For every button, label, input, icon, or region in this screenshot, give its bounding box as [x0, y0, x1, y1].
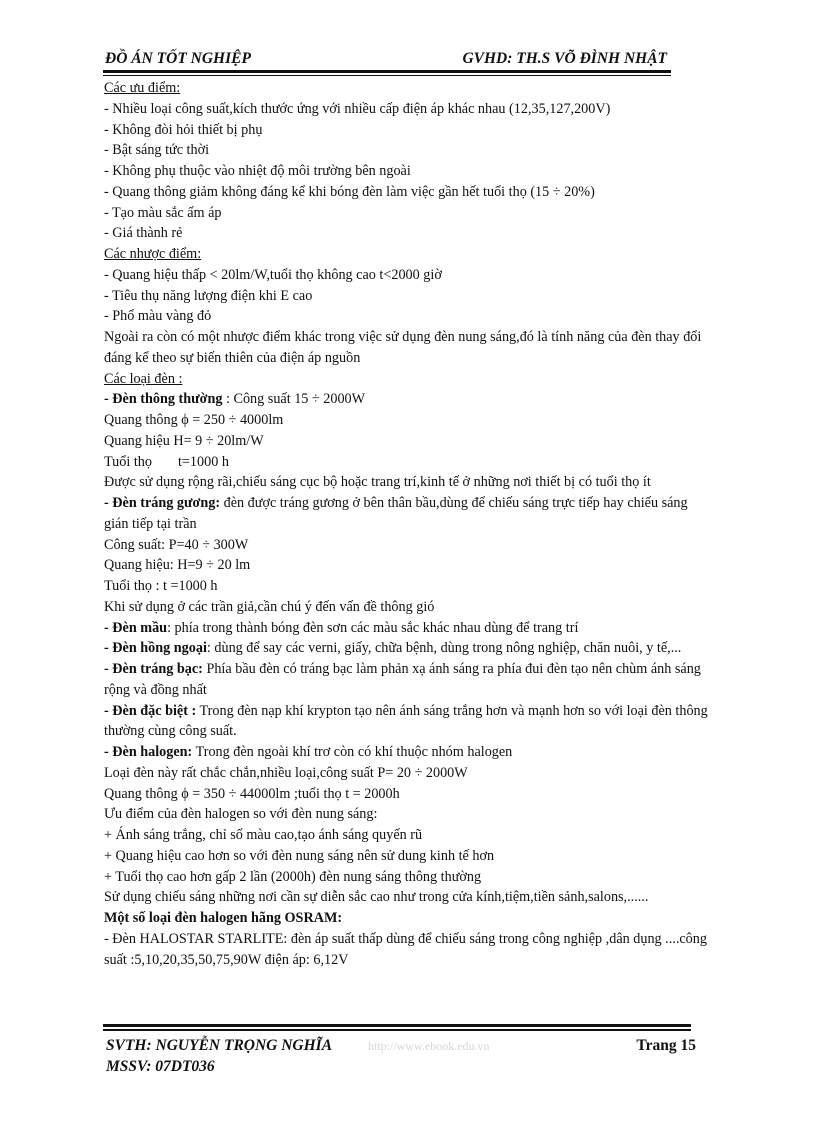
- special-lamp-line: [104, 701, 708, 743]
- normal-lamp-life-label: Tuổi thọ: [104, 453, 152, 470]
- infrared-lamp-label: - Đèn hồng ngoại: [104, 640, 207, 657]
- silver-lamp-label: - Đèn tráng bạc:: [104, 661, 203, 677]
- mirror-lamp-power: Công suất: P=40 ÷ 300W: [104, 536, 249, 553]
- mirror-lamp-life: Tuổi thọ : t =1000 h: [104, 578, 218, 594]
- halogen-lamp-flux: Quang thông ϕ = 350 ÷ 44000lm ;tuổi thọ t = 2000h: [104, 785, 400, 802]
- disadvantage-item: - Quang hiệu thấp < 20lm/W,tuổi thọ không cao t<2000 giờ: [104, 266, 442, 283]
- osram-heading: [104, 908, 708, 929]
- halogen-lamp-label: - Đèn halogen:: [104, 744, 193, 760]
- halogen-lamp-text: Trong đèn ngoài khí trơ còn có khí thuộc nhóm halogen: [192, 744, 513, 760]
- advantage-item: - Không phụ thuộc vào nhiệt độ môi trường bên ngoài: [104, 163, 411, 179]
- infrared-lamp-text: : dùng để say các verni, giấy, chữa bệnh, dùng trong nông nghiệp, chăn nuôi, y tế,...: [206, 640, 682, 657]
- mirror-lamp-text: đèn được tráng gương ở bên thân bầu,dùng để chiếu sáng trực tiếp hay chiếu sáng gián tiếp tại trần: [104, 495, 688, 532]
- halogen-advantage-item: + Quang hiệu cao hơn so với đèn nung sáng nên sử dung kinh tế hơn: [104, 847, 495, 864]
- disadvantage-item: - Tiêu thụ năng lượng điện khi E cao: [104, 287, 313, 304]
- special-lamp-label: - Đèn đặc biệt :: [104, 702, 197, 719]
- normal-lamp-label: - Đèn thông thường: [104, 391, 223, 408]
- footer-rule-thin: [103, 1029, 691, 1031]
- footer-watermark-url: http://www.ebook.edu.vn: [368, 1039, 490, 1053]
- header-rule-thick: [103, 70, 671, 73]
- silver-lamp-text: Phía bầu đèn có tráng bạc làm phản xạ ánh sáng ra phía đui đèn tạo nên chùm ánh sáng rộng và đồng nhất: [104, 661, 701, 698]
- advantage-item: - Không đòi hỏi thiết bị phụ: [104, 121, 263, 138]
- osram-item: - Đèn HALOSTAR STARLITE: đèn áp suất thấp dùng để chiếu sáng trong công nghiệp ,dân dụng ....công suất :5,10,20,35,50,75,90W điện áp: 6,12V: [104, 930, 707, 968]
- normal-lamp-life: [104, 452, 708, 473]
- normal-lamp-usage: Được sử dụng rộng rãi,chiếu sáng cục bộ hoặc trang trí,kinh tế ở những nơi thiết bị có tuổi thọ ít: [104, 474, 651, 491]
- color-lamp-line: [104, 618, 708, 639]
- halogen-usage: Sử dụng chiếu sáng những nơi cần sự diễn sắc cao như trong cửa kính,tiệm,tiền sảnh,salons,......: [104, 889, 649, 906]
- infrared-lamp-line: [104, 638, 708, 659]
- normal-lamp-flux: Quang thông ϕ = 250 ÷ 4000lm: [104, 412, 284, 428]
- normal-lamp-text: : Công suất 15 ÷ 2000W: [222, 391, 366, 408]
- halogen-lamp-line: [104, 742, 708, 763]
- normal-lamp-efficacy: Quang hiệu H= 9 ÷ 20lm/W: [104, 432, 264, 449]
- page-header: [103, 50, 671, 70]
- halogen-advantage-item: + Tuổi thọ cao hơn gấp 2 lần (2000h) đèn nung sáng thông thường: [104, 868, 482, 885]
- footer-student-name: SVTH: NGUYỄN TRỌNG NGHĨA: [106, 1037, 333, 1054]
- disadvantage-item: - Phổ màu vàng đỏ: [104, 308, 212, 325]
- mirror-lamp-line: [104, 493, 708, 535]
- header-left-title: ĐỒ ÁN TỐT NGHIỆP: [105, 50, 251, 67]
- disadvantages-heading: Các nhược điểm:: [104, 246, 202, 262]
- halogen-lamp-power: Loại đèn này rất chắc chắn,nhiều loại,công suất P= 20 ÷ 2000W: [104, 764, 468, 781]
- halogen-advantages-intro: Ưu điểm của đèn halogen so với đèn nung sáng:: [104, 806, 378, 823]
- advantage-item: - Tạo màu sắc ấm áp: [104, 204, 222, 221]
- color-lamp-label: - Đèn mầu: [104, 619, 168, 636]
- header-rule-thin: [103, 75, 671, 76]
- advantage-item: - Nhiều loại công suất,kích thước ứng với nhiều cấp điện áp khác nhau (12,35,127,200V): [104, 100, 611, 117]
- document-body: [104, 78, 708, 970]
- normal-lamp-life-value: t=1000 h: [177, 453, 229, 470]
- mirror-lamp-efficacy: Quang hiệu: H=9 ÷ 20 lm: [104, 557, 251, 574]
- footer-rule-thick: [103, 1024, 691, 1027]
- advantage-item: - Bật sáng tức thời: [104, 142, 210, 159]
- color-lamp-text: : phía trong thành bóng đèn sơn các màu sắc khác nhau dùng để trang trí: [167, 619, 579, 636]
- header-supervisor: GVHD: TH.S VÕ ĐÌNH NHẬT: [462, 50, 667, 67]
- advantages-heading: Các ưu điểm:: [104, 80, 181, 96]
- normal-lamp-line: [104, 389, 708, 410]
- osram-heading-text: Một số loại đèn halogen hãng OSRAM:: [104, 910, 343, 926]
- lamp-types-heading: Các loại đèn :: [104, 370, 183, 387]
- special-lamp-text: Trong đèn nạp khí krypton tạo nên ánh sáng trắng hơn và mạnh hơn so với loại đèn thông thường cùng công suất.: [104, 702, 708, 740]
- halogen-advantage-item: + Ánh sáng trắng, chỉ số màu cao,tạo ánh sáng quyến rũ: [104, 827, 423, 843]
- mirror-lamp-label: - Đèn tráng gương:: [104, 495, 221, 511]
- page-number: Trang 15: [636, 1037, 696, 1054]
- footer-student-id: MSSV: 07DT036: [106, 1058, 215, 1075]
- extra-disadvantage-paragraph: Ngoài ra còn có một nhược điểm khác trong việc sử dụng đèn nung sáng,đó là tính năng của đèn thay đổi đáng kể theo sự biến thiên của điện áp nguồn: [104, 329, 702, 366]
- mirror-lamp-note: Khi sử dụng ở các trần giả,cần chú ý đến vấn đề thông gió: [104, 598, 435, 615]
- advantage-item: - Giá thành rẻ: [104, 225, 183, 242]
- advantage-item: - Quang thông giảm không đáng kể khi bóng đèn làm việc gần hết tuổi thọ (15 ÷ 20%): [104, 183, 595, 200]
- silver-lamp-line: [104, 659, 708, 701]
- page-footer: [106, 1037, 696, 1057]
